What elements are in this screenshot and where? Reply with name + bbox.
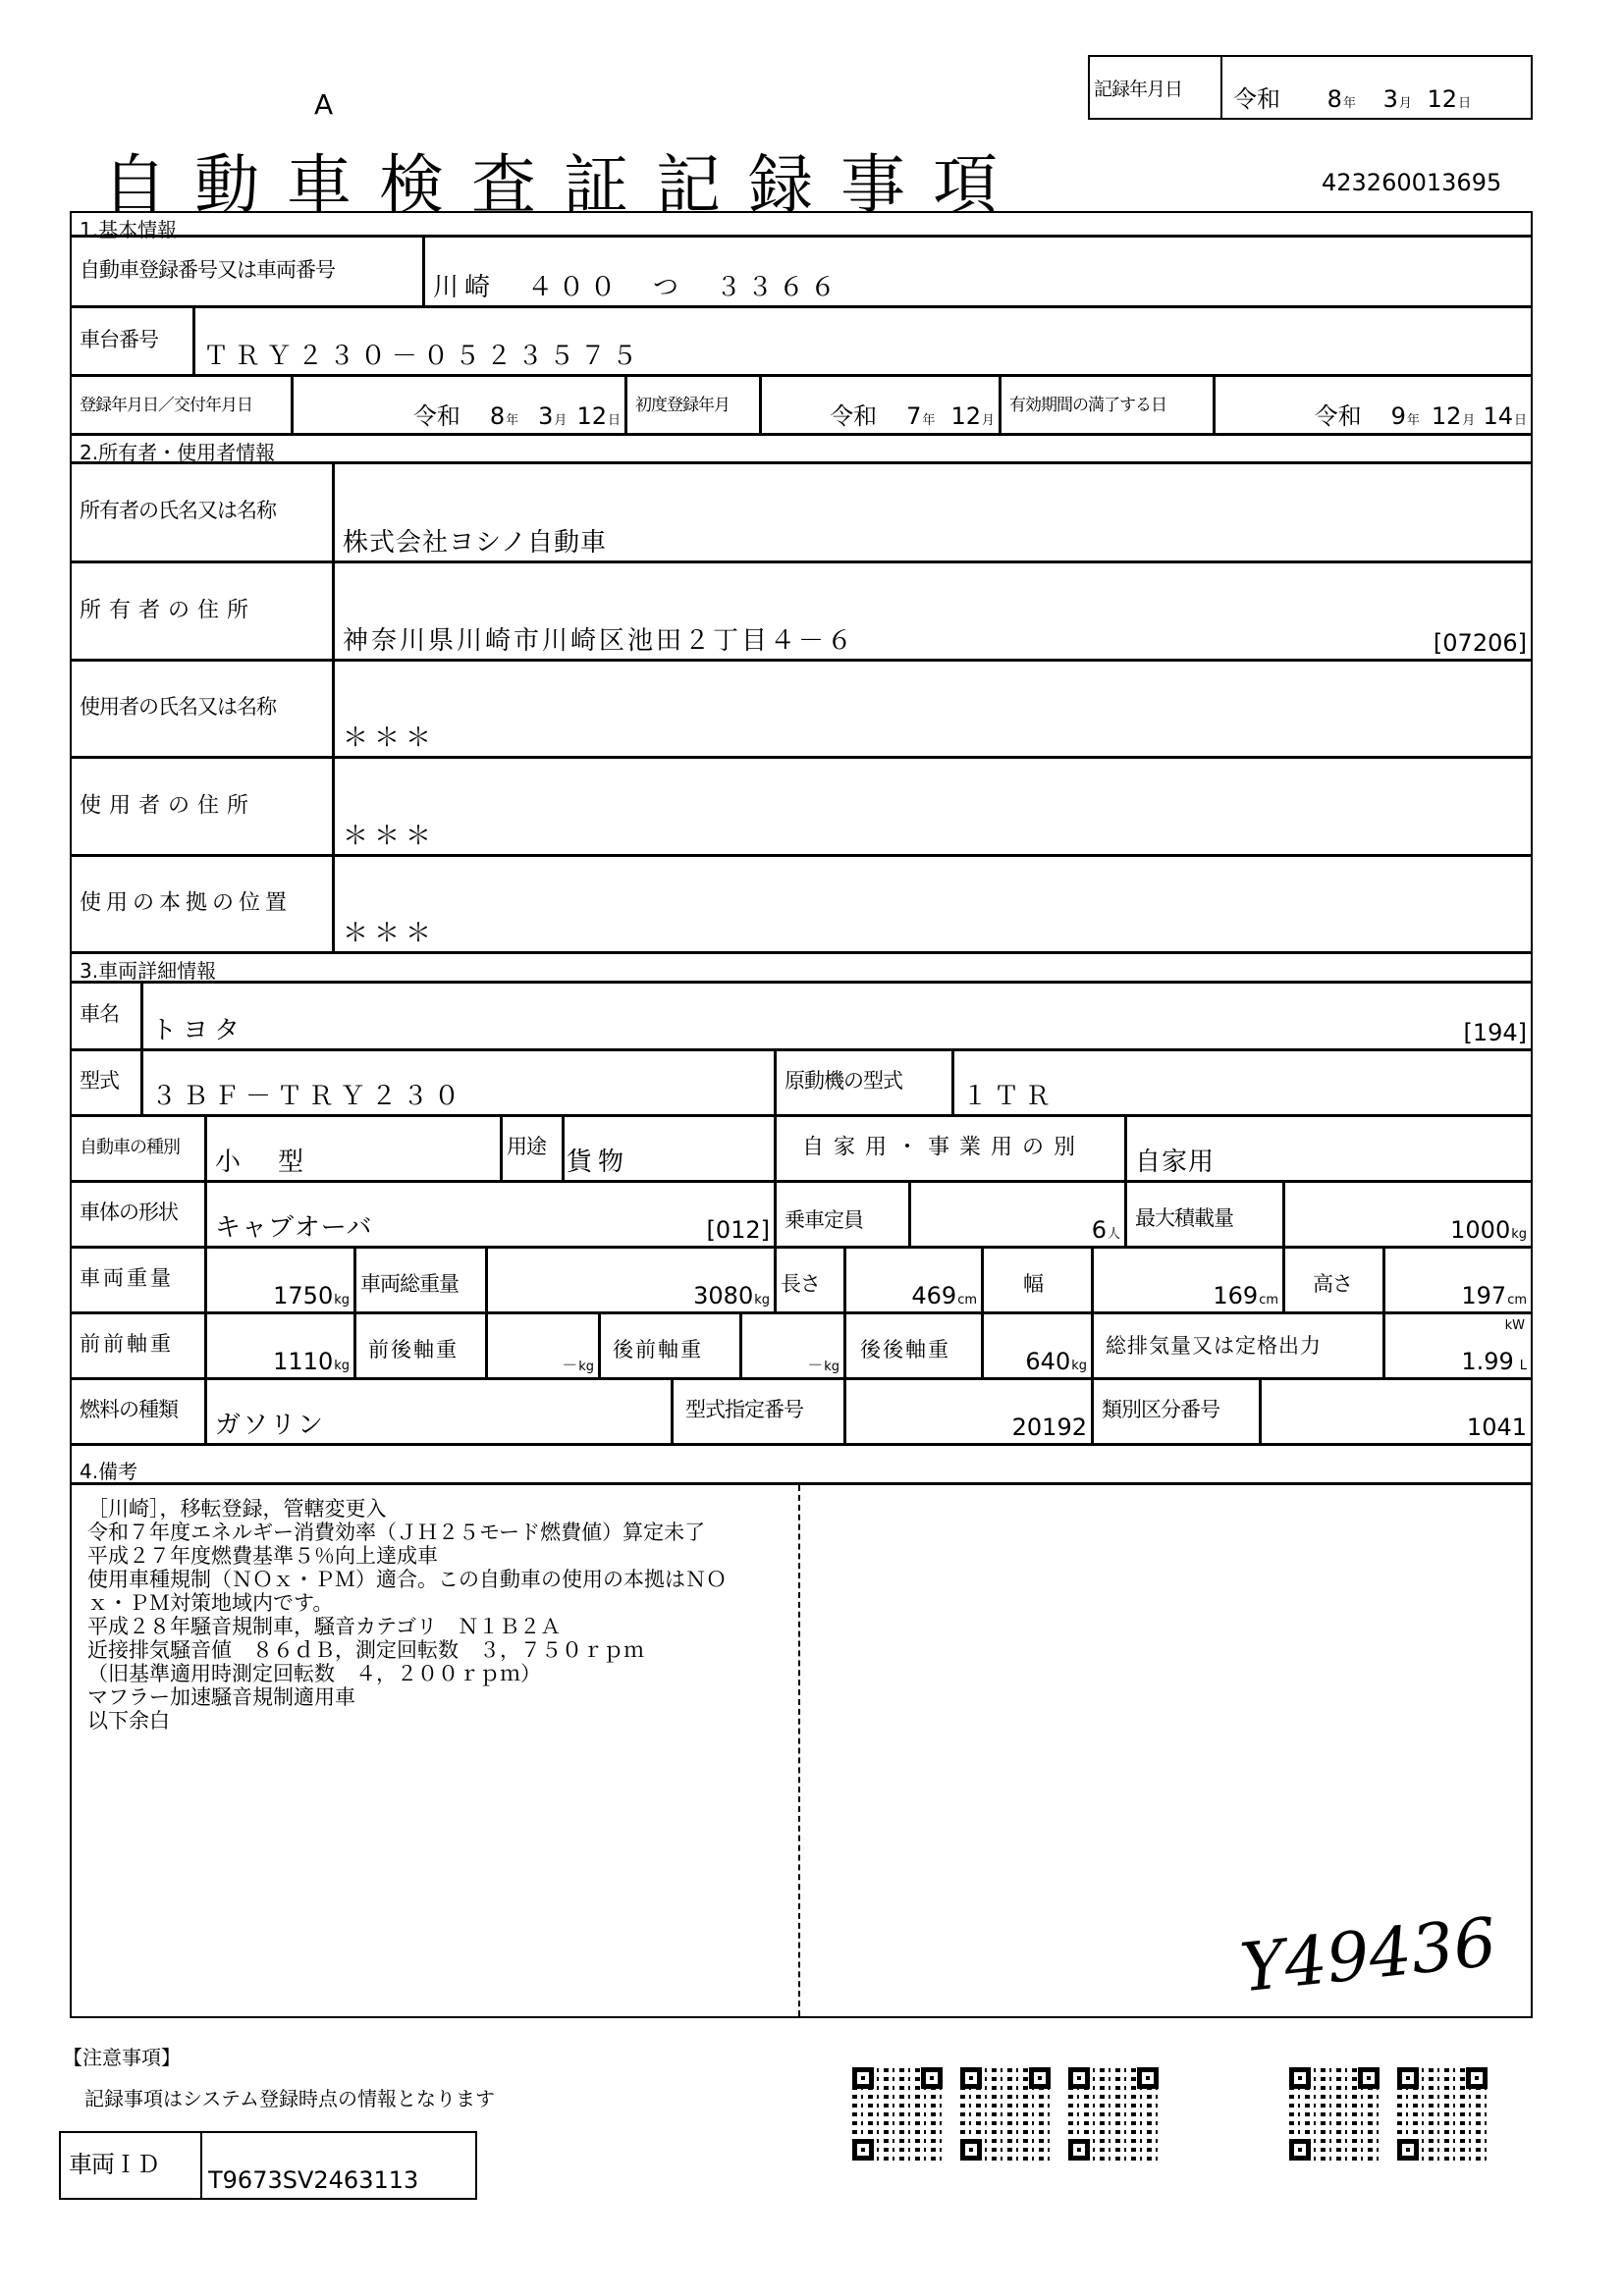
- vehicle-id-value: T9673SV2463113: [208, 2166, 419, 2194]
- qr-code: [960, 2067, 1051, 2161]
- year: 7: [906, 402, 922, 430]
- ff-axle-label-cell: [70, 1312, 206, 1379]
- capacity-value: [1092, 1216, 1120, 1244]
- rr-axle-value: [1025, 1348, 1087, 1375]
- purpose-label-cell: [501, 1115, 564, 1182]
- length-cell: [844, 1247, 983, 1313]
- era: 令和: [1233, 85, 1280, 113]
- day: 12: [1427, 85, 1458, 113]
- type-designation-label-cell: [672, 1378, 845, 1445]
- body-shape-label-cell: [70, 1181, 206, 1248]
- record-date-label: 記録年月日: [1094, 79, 1183, 100]
- label: 使用の本拠の位置: [80, 890, 293, 916]
- label: 前前軸重: [80, 1332, 174, 1356]
- value: 6: [1091, 1216, 1107, 1244]
- expiry-cell: [1214, 375, 1533, 435]
- weight-value: [273, 1282, 350, 1309]
- ff-axle-value: [273, 1348, 350, 1375]
- document-number: 423260013695: [1322, 169, 1502, 196]
- value: 3080: [693, 1282, 754, 1309]
- max-load-label-cell: [1125, 1181, 1284, 1248]
- registration-number-label-cell: [70, 236, 424, 307]
- label: 車両重量: [80, 1266, 174, 1290]
- day: 14: [1483, 402, 1513, 430]
- era: 令和: [412, 402, 460, 430]
- record-date-value: [1233, 80, 1471, 114]
- user-name-value: ＊＊＊: [343, 723, 438, 753]
- fr-axle-value: [562, 1353, 594, 1375]
- fr-axle-label-cell: [354, 1312, 487, 1379]
- label: 車体の形状: [80, 1201, 178, 1224]
- unit: kg: [334, 1359, 350, 1373]
- unit: L: [1519, 1359, 1527, 1373]
- first-registration-value: [830, 397, 995, 431]
- length-label-cell: [775, 1247, 845, 1313]
- heading-text: 1.基本情報: [80, 218, 178, 241]
- unit: kg: [334, 1293, 350, 1308]
- remarks-divider: [798, 1485, 800, 2016]
- capacity-cell: [909, 1181, 1126, 1248]
- section-2-heading: [70, 434, 1533, 463]
- use-type-cell: [1125, 1115, 1533, 1182]
- weight-cell: [205, 1247, 355, 1313]
- engine-model-label-cell: [775, 1049, 953, 1116]
- expiry-label-cell: [1000, 375, 1215, 435]
- remarks-line: 近接排気騒音値 ８６ｄＢ，測定回転数 ３，７５０ｒｐｍ: [87, 1638, 644, 1662]
- unit: kg: [754, 1293, 770, 1308]
- rf-axle-value: [807, 1353, 839, 1375]
- label: 自動車登録番号又は車両番号: [80, 257, 335, 282]
- owner-address-label-cell: [70, 561, 334, 661]
- registration-date-value: [413, 397, 621, 431]
- owner-name-cell: [333, 462, 1533, 562]
- base-location-cell: [333, 855, 1533, 953]
- registration-number-cell: [423, 236, 1533, 307]
- type-designation-cell: [844, 1378, 1093, 1445]
- gross-weight-value: [693, 1282, 770, 1309]
- ff-axle-cell: [205, 1312, 355, 1379]
- capacity-label-cell: [775, 1181, 910, 1248]
- body-shape-cell: [205, 1181, 776, 1248]
- category-number-cell: [1260, 1378, 1533, 1445]
- value: 197: [1461, 1282, 1507, 1309]
- unit: 日: [607, 413, 621, 428]
- label: 有効期間の満了する日: [1009, 396, 1166, 415]
- category-number-value: 1041: [1466, 1414, 1527, 1441]
- rr-axle-label-cell: [844, 1312, 983, 1379]
- label: 燃料の種類: [80, 1398, 178, 1421]
- value: 169: [1213, 1282, 1259, 1309]
- unit: kg: [1071, 1359, 1087, 1373]
- heading-text: 2.所有者・使用者情報: [80, 441, 276, 464]
- registration-number-value: 川崎 ４００ つ ３３６６: [433, 273, 842, 302]
- unit: 年: [922, 413, 936, 428]
- remarks-line: マフラー加速騒音規制適用車: [87, 1685, 355, 1709]
- form-mark: A: [314, 88, 334, 121]
- rf-axle-label-cell: [599, 1312, 741, 1379]
- user-name-label-cell: [70, 660, 334, 758]
- section-3-heading: [70, 952, 1533, 983]
- divider: [200, 2133, 202, 2198]
- user-address-cell: [333, 757, 1533, 856]
- label: 後後軸重: [860, 1338, 950, 1362]
- heading-text: 3.車両詳細情報: [80, 959, 217, 983]
- label: 類別区分番号: [1102, 1398, 1219, 1421]
- notes-heading: 【注意事項】: [63, 2046, 181, 2069]
- qr-code: [1397, 2067, 1488, 2161]
- label: 原動機の型式: [785, 1069, 902, 1093]
- year: 9: [1390, 402, 1406, 430]
- unit: 人: [1107, 1227, 1120, 1242]
- unit: kg: [578, 1360, 594, 1374]
- owner-address-code: [07206]: [1433, 629, 1527, 657]
- rr-axle-cell: [982, 1312, 1093, 1379]
- chassis-label-cell: [70, 306, 194, 376]
- unit: 日: [1458, 96, 1472, 111]
- label: 自家用・事業用の別: [802, 1135, 1086, 1160]
- height-label-cell: [1283, 1247, 1384, 1313]
- base-location-label-cell: [70, 855, 334, 953]
- heading-text: 4.備考: [80, 1460, 138, 1483]
- use-type-label-cell: [775, 1115, 1126, 1182]
- month: 3: [538, 402, 554, 430]
- label: 車台番号: [80, 327, 158, 351]
- expiry-date-value: [1315, 397, 1527, 431]
- unit: kg: [1511, 1227, 1527, 1242]
- remarks-lines: [87, 1497, 727, 1733]
- max-load-value: [1450, 1216, 1527, 1244]
- unit-kw: kW: [1504, 1318, 1525, 1333]
- remarks-line: ［川崎］，移転登録，管轄変更入: [87, 1497, 387, 1521]
- qr-code: [852, 2067, 943, 2161]
- car-name-code: [194]: [1463, 1019, 1527, 1046]
- model-cell: [141, 1049, 776, 1116]
- section-4-heading: [70, 1444, 1533, 1484]
- label: 車両総重量: [360, 1272, 459, 1296]
- label: 最大積載量: [1135, 1206, 1233, 1230]
- model-label-cell: [70, 1049, 142, 1116]
- use-type-value: 自家用: [1135, 1148, 1216, 1177]
- body-shape-value: キャブオーバ: [215, 1213, 373, 1243]
- unit: cm: [1507, 1293, 1527, 1308]
- unit: kg: [824, 1360, 839, 1374]
- unit: 月: [1462, 413, 1476, 428]
- base-location-value: ＊＊＊: [343, 919, 438, 948]
- unit: 月: [554, 413, 568, 428]
- value: 1000: [1450, 1216, 1511, 1244]
- month: 3: [1382, 85, 1398, 113]
- fuel-value: ガソリン: [215, 1411, 326, 1440]
- gross-weight-label-cell: [354, 1247, 487, 1313]
- owner-address-value: 神奈川県川崎市川崎区池田２丁目４－６: [343, 626, 856, 656]
- record-date-box: [1088, 55, 1533, 120]
- value: 1750: [273, 1282, 334, 1309]
- width-label-cell: [982, 1247, 1093, 1313]
- weight-label-cell: [70, 1247, 206, 1313]
- owner-name-value: 株式会社ヨシノ自動車: [343, 528, 607, 558]
- divider: [1220, 57, 1222, 118]
- user-address-value: ＊＊＊: [343, 822, 438, 851]
- value: －: [562, 1356, 578, 1374]
- value: 640: [1025, 1348, 1071, 1375]
- era: 令和: [1314, 402, 1362, 430]
- user-address-label-cell: [70, 757, 334, 856]
- label: 使用者の住所: [80, 792, 257, 818]
- notes-text: 記録事項はシステム登録時点の情報となります: [84, 2087, 495, 2110]
- length-value: [911, 1282, 977, 1309]
- day: 12: [576, 402, 607, 430]
- unit: 月: [1398, 96, 1412, 111]
- label: 型式指定番号: [685, 1398, 803, 1421]
- chassis-number-value: ＴＲＹ２３０－０５２３５７５: [203, 342, 644, 371]
- value: 469: [911, 1282, 957, 1309]
- label: 長さ: [781, 1272, 820, 1296]
- label: 高さ: [1313, 1272, 1352, 1296]
- car-name-cell: [141, 982, 1533, 1050]
- remarks-line: ｘ・ＰＭ対策地域内です。: [87, 1591, 334, 1615]
- registration-date-cell: [292, 375, 626, 435]
- engine-model-value: １ＴＲ: [962, 1082, 1057, 1111]
- fr-axle-cell: [486, 1312, 600, 1379]
- max-load-cell: [1283, 1181, 1533, 1248]
- model-value: ３ＢＦ－ＴＲＹ２３０: [151, 1082, 466, 1111]
- label: 乗車定員: [785, 1208, 863, 1232]
- category-cell: [205, 1115, 502, 1182]
- year: 8: [489, 402, 506, 430]
- body-shape-code: [012]: [706, 1216, 770, 1244]
- value: 1.99: [1461, 1348, 1514, 1375]
- remarks-line: （旧基準適用時測定回転数 ４，２００ｒｐｍ）: [87, 1662, 541, 1685]
- qr-code: [1068, 2067, 1159, 2161]
- unit: cm: [1259, 1293, 1278, 1308]
- remarks-line: 使用車種規制（ＮＯｘ・ＰＭ）適合。この自動車の使用の本拠はＮＯ: [87, 1568, 727, 1591]
- car-name-label-cell: [70, 982, 142, 1050]
- label: 幅: [1023, 1272, 1043, 1296]
- displacement-label-cell: [1092, 1312, 1384, 1379]
- engine-model-cell: [952, 1049, 1533, 1116]
- qr-code: [1289, 2067, 1380, 2161]
- width-cell: [1092, 1247, 1284, 1313]
- unit: 日: [1513, 413, 1527, 428]
- car-name-value: トヨタ: [151, 1016, 246, 1045]
- value: 1110: [273, 1348, 334, 1375]
- handwritten-number: Y49436: [1236, 1903, 1500, 2008]
- purpose-cell: [563, 1115, 776, 1182]
- label: 用途: [507, 1135, 546, 1158]
- gross-weight-cell: [486, 1247, 776, 1313]
- width-value: [1213, 1282, 1278, 1309]
- label: 総排気量又は定格出力: [1106, 1334, 1322, 1358]
- label: 型式: [80, 1069, 119, 1093]
- vehicle-id-box: [59, 2131, 477, 2200]
- height-cell: [1383, 1247, 1533, 1313]
- category-number-label-cell: [1092, 1378, 1261, 1445]
- fuel-cell: [205, 1378, 673, 1445]
- purpose-value: 貨物: [567, 1148, 630, 1177]
- unit: 月: [981, 413, 995, 428]
- label: 車名: [80, 1002, 119, 1026]
- registration-date-label-cell: [70, 375, 293, 435]
- rf-axle-cell: [740, 1312, 845, 1379]
- owner-address-cell: [333, 561, 1533, 661]
- category-label-cell: [70, 1115, 206, 1182]
- value: －: [807, 1356, 824, 1374]
- vehicle-id-label: 車両ＩＤ: [69, 2151, 159, 2178]
- remarks-line: 平成２７年度燃費基準５％向上達成車: [87, 1544, 438, 1568]
- page-title: 自動車検査証記録事項: [102, 147, 1025, 223]
- remarks-line: 令和７年度エネルギー消費効率（ＪＨ２５モード燃費値）算定未了: [87, 1521, 706, 1544]
- label: 使用者の氏名又は名称: [80, 695, 276, 719]
- section-1-heading: [70, 211, 1533, 241]
- first-registration-cell: [760, 375, 1001, 435]
- unit: cm: [957, 1293, 977, 1308]
- height-value: [1461, 1282, 1527, 1309]
- month: 12: [1431, 402, 1462, 430]
- unit: 年: [1342, 96, 1356, 111]
- year: 8: [1326, 85, 1342, 113]
- displacement-cell: [1383, 1312, 1533, 1379]
- type-designation-value: 20192: [1011, 1414, 1087, 1441]
- label: 初度登録年月: [635, 396, 730, 415]
- remarks-box: [70, 1483, 1533, 2018]
- remarks-line: 平成２８年騒音規制車，騒音カテゴリ Ｎ１Ｂ２Ａ: [87, 1615, 562, 1638]
- remarks-line: 以下余白: [87, 1709, 170, 1733]
- label: 所有者の住所: [80, 597, 257, 622]
- label: 後前軸重: [613, 1338, 703, 1362]
- first-registration-label-cell: [625, 375, 761, 435]
- chassis-cell: [193, 306, 1533, 376]
- era: 令和: [830, 402, 878, 430]
- displacement-value: [1461, 1348, 1527, 1375]
- label: 前後軸重: [368, 1338, 459, 1362]
- user-name-cell: [333, 660, 1533, 758]
- label: 登録年月日／交付年月日: [80, 396, 252, 415]
- category-value: 小 型: [215, 1148, 310, 1177]
- label: 自動車の種別: [80, 1137, 180, 1158]
- unit: 年: [506, 413, 519, 428]
- fuel-label-cell: [70, 1378, 206, 1445]
- label: 所有者の氏名又は名称: [80, 499, 276, 522]
- owner-name-label-cell: [70, 462, 334, 562]
- month: 12: [950, 402, 981, 430]
- unit: 年: [1406, 413, 1420, 428]
